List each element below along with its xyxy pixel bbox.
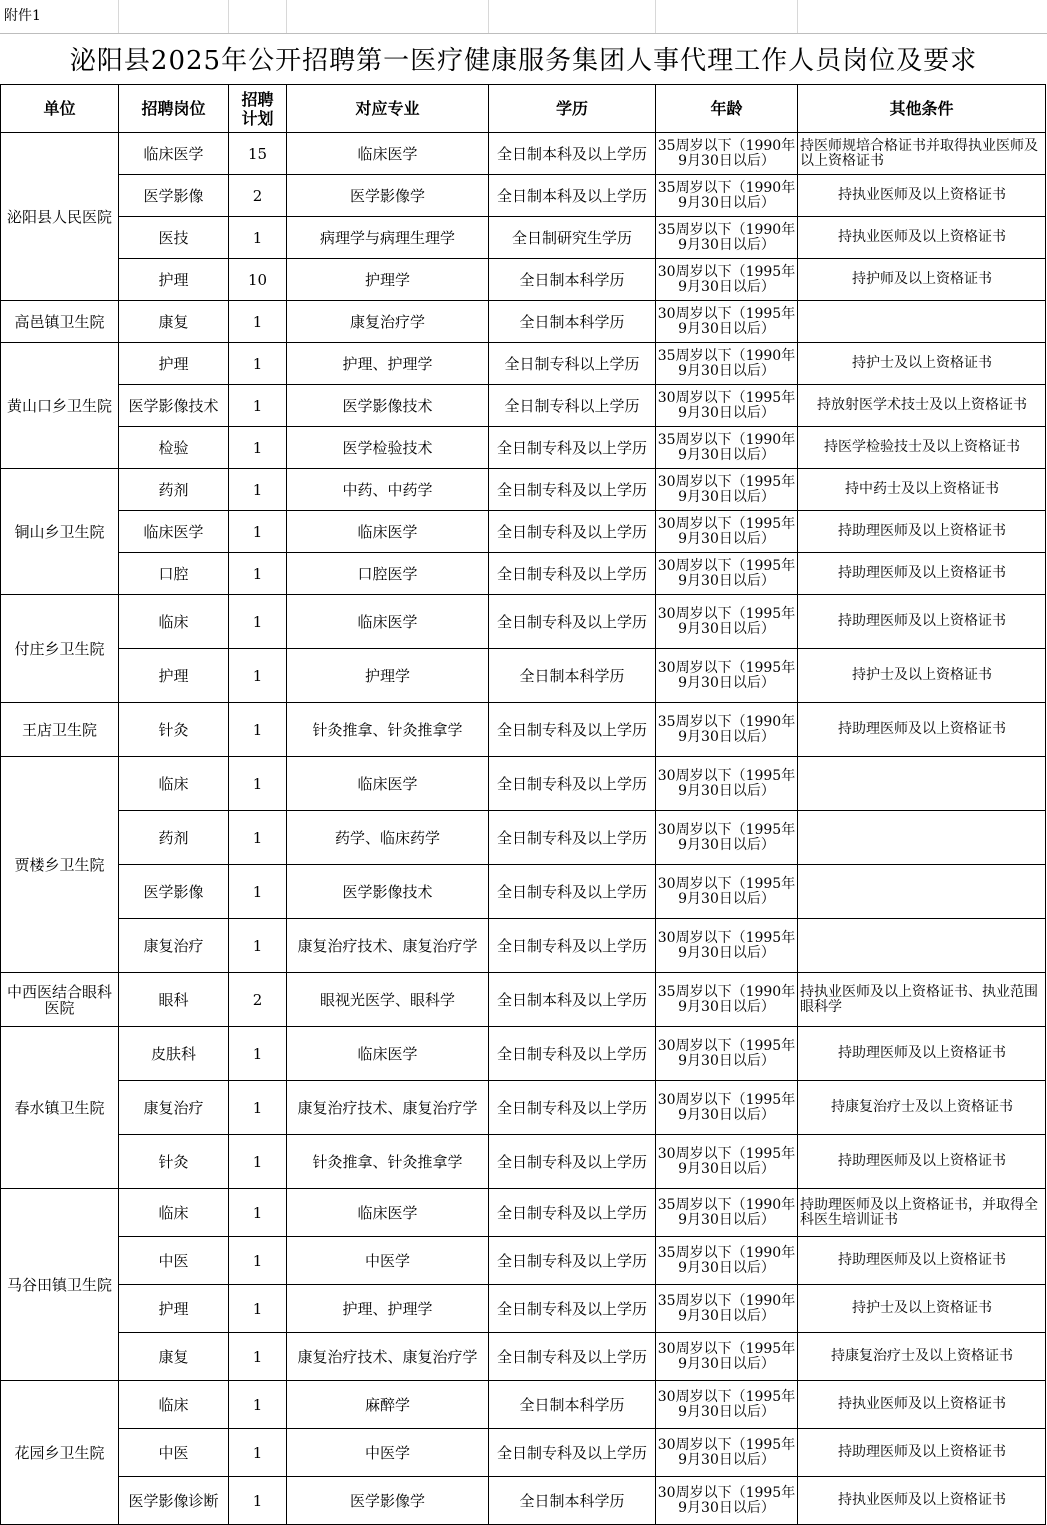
education-cell: 全日制专科及以上学历	[489, 757, 656, 811]
plan-cell: 1	[229, 1381, 287, 1429]
education-cell: 全日制专科及以上学历	[489, 511, 656, 553]
position-cell: 药剂	[119, 469, 229, 511]
other-cell	[798, 301, 1046, 343]
age-cell: 35周岁以下（1990年9月30日以后）	[656, 1237, 798, 1285]
age-cell: 30周岁以下（1995年9月30日以后）	[656, 553, 798, 595]
age-cell: 30周岁以下（1995年9月30日以后）	[656, 1333, 798, 1381]
position-cell: 临床	[119, 1381, 229, 1429]
education-cell: 全日制本科学历	[489, 1477, 656, 1525]
attachment-label: 附件1	[4, 8, 41, 24]
header-major: 对应专业	[287, 85, 489, 133]
plan-cell: 1	[229, 301, 287, 343]
education-cell: 全日制专科及以上学历	[489, 811, 656, 865]
education-cell: 全日制专科及以上学历	[489, 595, 656, 649]
table-row	[1, 301, 1046, 343]
other-cell: 持护师及以上资格证书	[798, 259, 1046, 301]
plan-cell: 1	[229, 595, 287, 649]
table-row	[1, 385, 1046, 427]
plan-cell: 15	[229, 133, 287, 175]
plan-cell: 1	[229, 1189, 287, 1237]
other-cell: 持助理医师及以上资格证书	[798, 703, 1046, 757]
unit-cell: 春水镇卫生院	[1, 1027, 119, 1189]
education-cell: 全日制本科学历	[489, 259, 656, 301]
major-cell: 护理学	[287, 649, 489, 703]
table-row	[1, 427, 1046, 469]
unit-cell: 中西医结合眼科医院	[1, 973, 119, 1027]
education-cell: 全日制专科及以上学历	[489, 1285, 656, 1333]
position-cell: 护理	[119, 259, 229, 301]
position-cell: 中医	[119, 1429, 229, 1477]
position-cell: 检验	[119, 427, 229, 469]
position-cell: 中医	[119, 1237, 229, 1285]
position-cell: 护理	[119, 1285, 229, 1333]
header-unit: 单位	[1, 85, 119, 133]
position-cell: 医技	[119, 217, 229, 259]
unit-cell: 高邑镇卫生院	[1, 301, 119, 343]
age-cell: 30周岁以下（1995年9月30日以后）	[656, 595, 798, 649]
other-cell	[798, 757, 1046, 811]
table-row	[1, 1135, 1046, 1189]
other-cell: 持执业医师及以上资格证书	[798, 1381, 1046, 1429]
major-cell: 护理、护理学	[287, 343, 489, 385]
unit-cell: 付庄乡卫生院	[1, 595, 119, 703]
age-cell: 35周岁以下（1990年9月30日以后）	[656, 343, 798, 385]
major-cell: 临床医学	[287, 1027, 489, 1081]
major-cell: 针灸推拿、针灸推拿学	[287, 1135, 489, 1189]
major-cell: 医学影像学	[287, 175, 489, 217]
table-row	[1, 259, 1046, 301]
position-cell: 康复	[119, 301, 229, 343]
table-row	[1, 1477, 1046, 1525]
unit-cell: 花园乡卫生院	[1, 1381, 119, 1525]
other-cell: 持医师规培合格证书并取得执业医师及以上资格证书	[798, 133, 1046, 175]
education-cell: 全日制专科及以上学历	[489, 703, 656, 757]
plan-cell: 1	[229, 865, 287, 919]
position-cell: 医学影像诊断	[119, 1477, 229, 1525]
position-cell: 护理	[119, 649, 229, 703]
age-cell: 35周岁以下（1990年9月30日以后）	[656, 703, 798, 757]
position-cell: 临床	[119, 757, 229, 811]
other-cell: 持助理医师及以上资格证书	[798, 511, 1046, 553]
plan-cell: 1	[229, 1429, 287, 1477]
positions-table	[0, 84, 1046, 1525]
major-cell: 中药、中药学	[287, 469, 489, 511]
header-position: 招聘岗位	[119, 85, 229, 133]
education-cell: 全日制专科及以上学历	[489, 1189, 656, 1237]
table-row	[1, 1381, 1046, 1429]
age-cell: 30周岁以下（1995年9月30日以后）	[656, 811, 798, 865]
table-row	[1, 175, 1046, 217]
plan-cell: 1	[229, 1081, 287, 1135]
other-cell: 持助理医师及以上资格证书	[798, 1429, 1046, 1477]
education-cell: 全日制专科及以上学历	[489, 469, 656, 511]
table-row	[1, 865, 1046, 919]
table-row	[1, 1429, 1046, 1477]
major-cell: 护理学	[287, 259, 489, 301]
education-cell: 全日制本科及以上学历	[489, 133, 656, 175]
position-cell: 医学影像	[119, 175, 229, 217]
major-cell: 医学影像技术	[287, 385, 489, 427]
age-cell: 30周岁以下（1995年9月30日以后）	[656, 301, 798, 343]
position-cell: 康复治疗	[119, 1081, 229, 1135]
education-cell: 全日制本科学历	[489, 301, 656, 343]
other-cell: 持康复治疗士及以上资格证书	[798, 1333, 1046, 1381]
plan-cell: 1	[229, 385, 287, 427]
other-cell: 持执业医师及以上资格证书	[798, 1477, 1046, 1525]
age-cell: 30周岁以下（1995年9月30日以后）	[656, 919, 798, 973]
table-row	[1, 343, 1046, 385]
education-cell: 全日制专科及以上学历	[489, 553, 656, 595]
position-cell: 针灸	[119, 703, 229, 757]
other-cell: 持执业医师及以上资格证书	[798, 217, 1046, 259]
plan-cell: 10	[229, 259, 287, 301]
plan-cell: 1	[229, 757, 287, 811]
age-cell: 30周岁以下（1995年9月30日以后）	[656, 865, 798, 919]
other-cell: 持护士及以上资格证书	[798, 1285, 1046, 1333]
education-cell: 全日制本科及以上学历	[489, 973, 656, 1027]
other-cell: 持执业医师及以上资格证书、执业范围眼科学	[798, 973, 1046, 1027]
position-cell: 眼科	[119, 973, 229, 1027]
table-row	[1, 1237, 1046, 1285]
plan-cell: 2	[229, 175, 287, 217]
age-cell: 30周岁以下（1995年9月30日以后）	[656, 1135, 798, 1189]
header-plan-text: 招聘计划	[241, 89, 274, 128]
other-cell	[798, 811, 1046, 865]
education-cell: 全日制专科及以上学历	[489, 427, 656, 469]
other-cell: 持医学检验技士及以上资格证书	[798, 427, 1046, 469]
major-cell: 麻醉学	[287, 1381, 489, 1429]
education-cell: 全日制本科及以上学历	[489, 175, 656, 217]
plan-cell: 1	[229, 1285, 287, 1333]
education-cell: 全日制本科学历	[489, 649, 656, 703]
position-cell: 临床医学	[119, 133, 229, 175]
plan-cell: 1	[229, 1027, 287, 1081]
position-cell: 临床	[119, 1189, 229, 1237]
plan-cell: 1	[229, 649, 287, 703]
other-cell: 持助理医师及以上资格证书	[798, 553, 1046, 595]
table-row	[1, 919, 1046, 973]
age-cell: 30周岁以下（1995年9月30日以后）	[656, 1027, 798, 1081]
major-cell: 医学影像学	[287, 1477, 489, 1525]
other-cell: 持放射医学术技士及以上资格证书	[798, 385, 1046, 427]
education-cell: 全日制专科及以上学历	[489, 1135, 656, 1189]
age-cell: 30周岁以下（1995年9月30日以后）	[656, 1381, 798, 1429]
plan-cell: 1	[229, 427, 287, 469]
education-cell: 全日制专科及以上学历	[489, 1081, 656, 1135]
education-cell: 全日制专科及以上学历	[489, 1027, 656, 1081]
plan-cell: 2	[229, 973, 287, 1027]
age-cell: 35周岁以下（1990年9月30日以后）	[656, 427, 798, 469]
age-cell: 35周岁以下（1990年9月30日以后）	[656, 133, 798, 175]
other-cell: 持护士及以上资格证书	[798, 649, 1046, 703]
major-cell: 针灸推拿、针灸推拿学	[287, 703, 489, 757]
education-cell: 全日制专科及以上学历	[489, 1429, 656, 1477]
table-row	[1, 133, 1046, 175]
education-cell: 全日制专科及以上学历	[489, 919, 656, 973]
header-age: 年龄	[656, 85, 798, 133]
major-cell: 临床医学	[287, 511, 489, 553]
header-other: 其他条件	[798, 85, 1046, 133]
age-cell: 30周岁以下（1995年9月30日以后）	[656, 1429, 798, 1477]
table-row	[1, 595, 1046, 649]
other-cell: 持助理医师及以上资格证书，并取得全科医生培训证书	[798, 1189, 1046, 1237]
other-cell: 持康复治疗士及以上资格证书	[798, 1081, 1046, 1135]
unit-cell: 马谷田镇卫生院	[1, 1189, 119, 1381]
major-cell: 中医学	[287, 1237, 489, 1285]
plan-cell: 1	[229, 1135, 287, 1189]
plan-cell: 1	[229, 703, 287, 757]
table-row	[1, 469, 1046, 511]
other-cell: 持助理医师及以上资格证书	[798, 1237, 1046, 1285]
unit-cell: 泌阳县人民医院	[1, 133, 119, 301]
table-row	[1, 217, 1046, 259]
age-cell: 30周岁以下（1995年9月30日以后）	[656, 259, 798, 301]
other-cell: 持助理医师及以上资格证书	[798, 595, 1046, 649]
major-cell: 药学、临床药学	[287, 811, 489, 865]
plan-cell: 1	[229, 811, 287, 865]
age-cell: 30周岁以下（1995年9月30日以后）	[656, 1477, 798, 1525]
age-cell: 35周岁以下（1990年9月30日以后）	[656, 1189, 798, 1237]
education-cell: 全日制研究生学历	[489, 217, 656, 259]
table-row	[1, 1189, 1046, 1237]
table-row	[1, 703, 1046, 757]
other-cell: 持执业医师及以上资格证书	[798, 175, 1046, 217]
header-education: 学历	[489, 85, 656, 133]
other-cell: 持护士及以上资格证书	[798, 343, 1046, 385]
education-cell: 全日制专科以上学历	[489, 343, 656, 385]
position-cell: 皮肤科	[119, 1027, 229, 1081]
plan-cell: 1	[229, 217, 287, 259]
age-cell: 35周岁以下（1990年9月30日以后）	[656, 175, 798, 217]
table-row	[1, 649, 1046, 703]
education-cell: 全日制专科及以上学历	[489, 865, 656, 919]
major-cell: 临床医学	[287, 757, 489, 811]
table-row	[1, 1285, 1046, 1333]
position-cell: 临床	[119, 595, 229, 649]
position-cell: 康复	[119, 1333, 229, 1381]
position-cell: 医学影像技术	[119, 385, 229, 427]
plan-cell: 1	[229, 1333, 287, 1381]
table-row	[1, 1027, 1046, 1081]
position-cell: 医学影像	[119, 865, 229, 919]
education-cell: 全日制专科以上学历	[489, 385, 656, 427]
age-cell: 30周岁以下（1995年9月30日以后）	[656, 511, 798, 553]
major-cell: 病理学与病理生理学	[287, 217, 489, 259]
major-cell: 临床医学	[287, 133, 489, 175]
position-cell: 口腔	[119, 553, 229, 595]
plan-cell: 1	[229, 343, 287, 385]
major-cell: 康复治疗技术、康复治疗学	[287, 1333, 489, 1381]
unit-cell: 铜山乡卫生院	[1, 469, 119, 595]
major-cell: 临床医学	[287, 1189, 489, 1237]
major-cell: 护理、护理学	[287, 1285, 489, 1333]
major-cell: 眼视光医学、眼科学	[287, 973, 489, 1027]
age-cell: 35周岁以下（1990年9月30日以后）	[656, 217, 798, 259]
age-cell: 30周岁以下（1995年9月30日以后）	[656, 1081, 798, 1135]
other-cell	[798, 865, 1046, 919]
unit-cell: 王店卫生院	[1, 703, 119, 757]
other-cell	[798, 919, 1046, 973]
age-cell: 30周岁以下（1995年9月30日以后）	[656, 385, 798, 427]
unit-cell: 黄山口乡卫生院	[1, 343, 119, 469]
table-header-row	[1, 85, 1046, 133]
age-cell: 35周岁以下（1990年9月30日以后）	[656, 1285, 798, 1333]
table-row	[1, 1333, 1046, 1381]
table-row	[1, 553, 1046, 595]
other-cell: 持中药士及以上资格证书	[798, 469, 1046, 511]
plan-cell: 1	[229, 1237, 287, 1285]
major-cell: 医学检验技术	[287, 427, 489, 469]
major-cell: 医学影像技术	[287, 865, 489, 919]
table-row	[1, 811, 1046, 865]
table-row	[1, 511, 1046, 553]
age-cell: 30周岁以下（1995年9月30日以后）	[656, 469, 798, 511]
table-row	[1, 757, 1046, 811]
other-cell: 持助理医师及以上资格证书	[798, 1135, 1046, 1189]
position-cell: 康复治疗	[119, 919, 229, 973]
major-cell: 临床医学	[287, 595, 489, 649]
plan-cell: 1	[229, 469, 287, 511]
other-cell: 持助理医师及以上资格证书	[798, 1027, 1046, 1081]
position-cell: 针灸	[119, 1135, 229, 1189]
table-row	[1, 973, 1046, 1027]
header-plan	[229, 85, 287, 133]
major-cell: 中医学	[287, 1429, 489, 1477]
education-cell: 全日制专科及以上学历	[489, 1333, 656, 1381]
unit-cell: 贾楼乡卫生院	[1, 757, 119, 973]
age-cell: 35周岁以下（1990年9月30日以后）	[656, 973, 798, 1027]
position-cell: 临床医学	[119, 511, 229, 553]
page-title: 泌阳县2025年公开招聘第一医疗健康服务集团人事代理工作人员岗位及要求	[69, 46, 978, 76]
plan-cell: 1	[229, 553, 287, 595]
plan-cell: 1	[229, 1477, 287, 1525]
position-cell: 护理	[119, 343, 229, 385]
major-cell: 康复治疗技术、康复治疗学	[287, 919, 489, 973]
table-row	[1, 1081, 1046, 1135]
position-cell: 药剂	[119, 811, 229, 865]
age-cell: 30周岁以下（1995年9月30日以后）	[656, 649, 798, 703]
plan-cell: 1	[229, 919, 287, 973]
plan-cell: 1	[229, 511, 287, 553]
major-cell: 口腔医学	[287, 553, 489, 595]
education-cell: 全日制专科及以上学历	[489, 1237, 656, 1285]
age-cell: 30周岁以下（1995年9月30日以后）	[656, 757, 798, 811]
education-cell: 全日制本科学历	[489, 1381, 656, 1429]
major-cell: 康复治疗技术、康复治疗学	[287, 1081, 489, 1135]
major-cell: 康复治疗学	[287, 301, 489, 343]
